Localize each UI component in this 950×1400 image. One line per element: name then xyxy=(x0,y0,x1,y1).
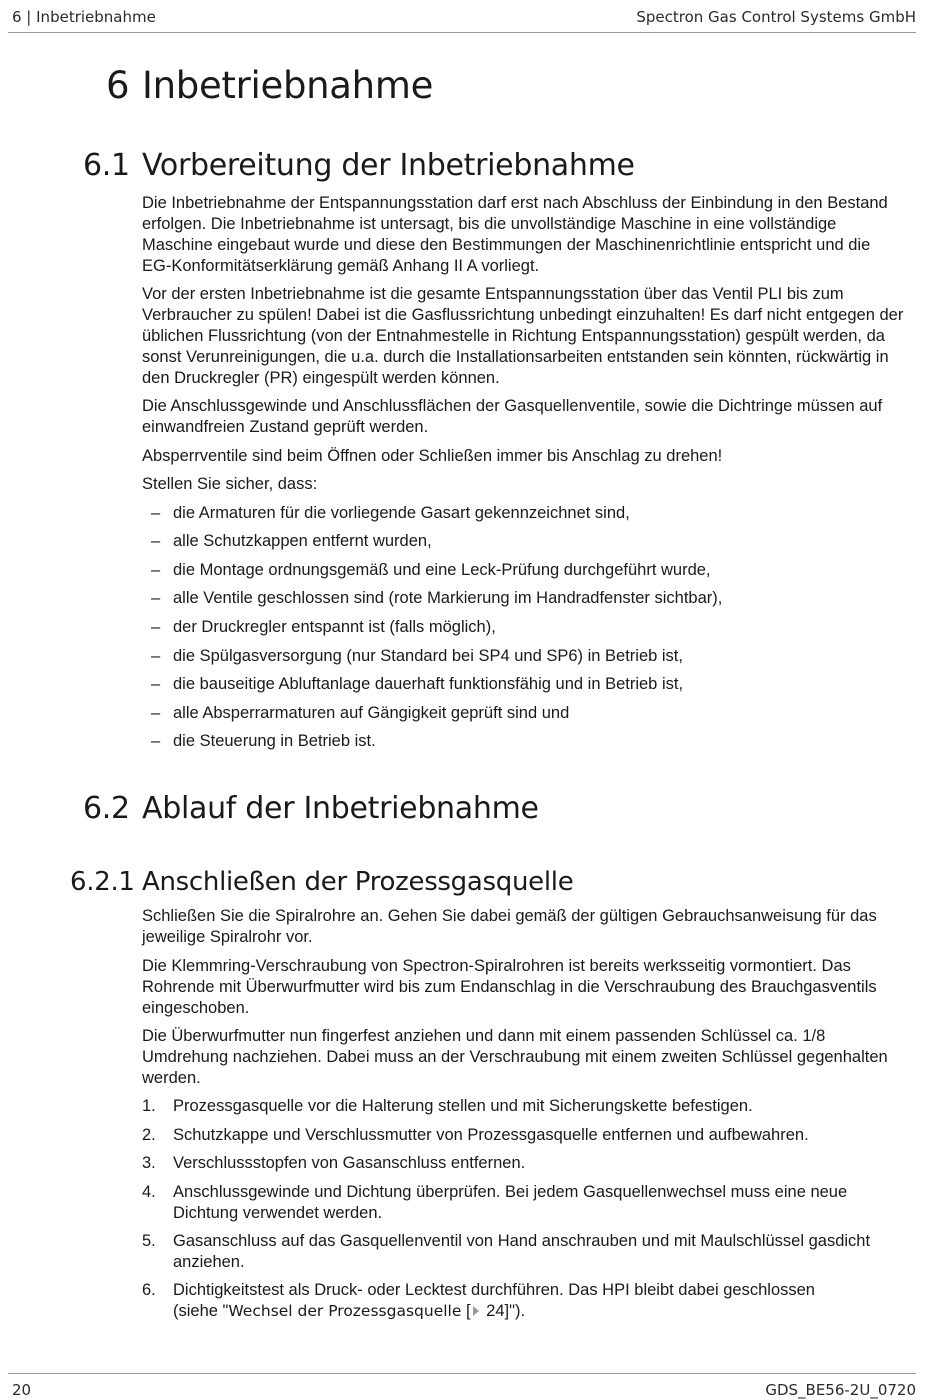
footer-rule xyxy=(8,1373,916,1374)
paragraph: Die Überwurfmutter nun fingerfest anziehen und dann mit einem passenden Schlüssel ca. 1/8 Umdrehung nachziehen. Dabei muss an der Verschraubung mit einem zweiten Schlüssel gegenhalten werden. xyxy=(142,1027,888,1087)
ref-bracket: [ xyxy=(461,1302,471,1320)
cross-reference-link[interactable]: Wechsel der Prozessgasquelle xyxy=(228,1302,462,1320)
paragraph: Stellen Sie sicher, dass: xyxy=(142,475,318,493)
step-text-main: Dichtigkeitstest als Druck- oder Lecktest durchführen. Das HPI bleibt dabei geschlossen xyxy=(173,1281,815,1299)
ref-prefix: (siehe " xyxy=(173,1302,229,1320)
list-dash: – xyxy=(151,589,161,607)
section-6-1-number: 6.1 xyxy=(83,148,130,183)
list-dash: – xyxy=(151,732,161,750)
section-6-2-number: 6.2 xyxy=(83,791,130,826)
step-item xyxy=(142,1125,904,1146)
step-number: 4. xyxy=(142,1183,156,1201)
paragraph: Absperrventile sind beim Öffnen oder Schließen immer bis Anschlag zu drehen! xyxy=(142,447,723,465)
document-id: GDS_BE56-2U_0720 xyxy=(765,1381,916,1399)
step-item xyxy=(142,1182,904,1224)
list-item-text: die Armaturen für die vorliegende Gasart gekennzeichnet sind, xyxy=(173,504,630,522)
step-item xyxy=(142,1153,904,1174)
running-header-chapter: 6 | Inbetriebnahme xyxy=(12,8,156,26)
section-6-1-title: Vorbereitung der Inbetriebnahme xyxy=(142,148,635,183)
step-text: Schutzkappe und Verschlussmutter von Prozessgasquelle entfernen und aufbewahren. xyxy=(173,1126,809,1144)
list-dash: – xyxy=(151,504,161,522)
running-header-company: Spectron Gas Control Systems GmbH xyxy=(636,8,916,26)
step-number: 2. xyxy=(142,1126,156,1144)
section-6-2-1-number: 6.2.1 xyxy=(70,867,135,897)
step-number: 1. xyxy=(142,1097,156,1115)
chapter-number: 6 xyxy=(106,64,130,107)
header-rule xyxy=(8,32,916,33)
step-text: Verschlussstopfen von Gasanschluss entfernen. xyxy=(173,1154,526,1172)
page-ref-arrow-icon xyxy=(473,1306,479,1316)
list-dash: – xyxy=(151,675,161,693)
step-text xyxy=(173,1280,904,1322)
list-item-text: alle Ventile geschlossen sind (rote Markierung im Handradfenster sichtbar), xyxy=(173,589,723,607)
step-item xyxy=(142,1096,904,1117)
section-6-2-1-title: Anschließen der Prozessgasquelle xyxy=(142,867,574,897)
step-text: Prozessgasquelle vor die Halterung stellen und mit Sicherungskette befestigen. xyxy=(173,1097,753,1115)
paragraph: Vor der ersten Inbetriebnahme ist die gesamte Entspannungsstation über das Ventil PLI bis zum Verbraucher zu spülen! Dabei ist die Gasflussrichtung unbedingt einzuhalten! Es darf nicht entgegen der üblichen Flussrichtung (von der Entnahmestelle in Richtung Entspannungsstation) gespült werden, da sonst Verunreinigungen, die u.a. durch die Installationsarbeiten entstanden sein könnten, rückwärtig in den Druckregler (PR) eingespült werden können. xyxy=(142,285,904,387)
section-6-2-title: Ablauf der Inbetriebnahme xyxy=(142,791,539,826)
list-dash: – xyxy=(151,532,161,550)
step-text: Gasanschluss auf das Gasquellenventil von Hand anschrauben und mit Maulschlüssel gasdicht anziehen. xyxy=(173,1232,871,1271)
list-dash: – xyxy=(151,561,161,579)
list-item-text: die Spülgasversorgung (nur Standard bei SP4 und SP6) in Betrieb ist, xyxy=(173,647,683,665)
paragraph: Schließen Sie die Spiralrohre an. Gehen Sie dabei gemäß der gültigen Gebrauchsanweisung für das jeweilige Spiralrohr vor. xyxy=(142,907,877,946)
list-item-text: die bauseitige Abluftanlage dauerhaft funktionsfähig und in Betrieb ist, xyxy=(173,675,684,693)
step-number: 6. xyxy=(142,1281,156,1299)
list-dash: – xyxy=(151,647,161,665)
step-number: 5. xyxy=(142,1232,156,1250)
list-item-text: der Druckregler entspannt ist (falls möglich), xyxy=(173,618,496,636)
paragraph: Die Anschlussgewinde und Anschlussflächen der Gasquellenventile, sowie die Dichtringe müssen auf einwandfreien Zustand geprüft werden. xyxy=(142,397,883,436)
list-item-text: die Montage ordnungsgemäß und eine Leck-Prüfung durchgeführt wurde, xyxy=(173,561,711,579)
page-number: 20 xyxy=(12,1381,32,1399)
list-dash: – xyxy=(151,618,161,636)
chapter-title: Inbetriebnahme xyxy=(142,64,434,107)
list-item-text: alle Absperrarmaturen auf Gängigkeit geprüft sind und xyxy=(173,704,570,722)
step-item xyxy=(142,1280,904,1322)
step-item xyxy=(142,1231,904,1273)
step-text: Anschlussgewinde und Dichtung überprüfen. Bei jedem Gasquellenwechsel muss eine neue Dichtung verwendet werden. xyxy=(173,1183,848,1222)
step-number: 3. xyxy=(142,1154,156,1172)
list-item-text: alle Schutzkappen entfernt wurden, xyxy=(173,532,432,550)
list-dash: – xyxy=(151,704,161,722)
paragraph: Die Klemmring-Verschraubung von Spectron-Spiralrohren ist bereits werksseitig vormontiert. Das Rohrende mit Überwurfmutter wird bis zum Endanschlag in die Verschraubung des Brauchgasventils eingeschoben. xyxy=(142,957,877,1017)
paragraph: Die Inbetriebnahme der Entspannungsstation darf erst nach Abschluss der Einbindung in den Bestand erfolgen. Die Inbetriebnahme ist untersagt, bis die unvollständige Maschine in eine vollständige Maschine eingebaut wurde und diese den Bestimmungen der Maschinenrichtlinie entspricht und die EG-Konformitätserklärung gemäß Anhang II A vorliegt. xyxy=(142,194,888,275)
ref-suffix: "). xyxy=(509,1302,526,1320)
list-item-text: die Steuerung in Betrieb ist. xyxy=(173,732,376,750)
ref-page[interactable]: 24] xyxy=(481,1302,510,1320)
